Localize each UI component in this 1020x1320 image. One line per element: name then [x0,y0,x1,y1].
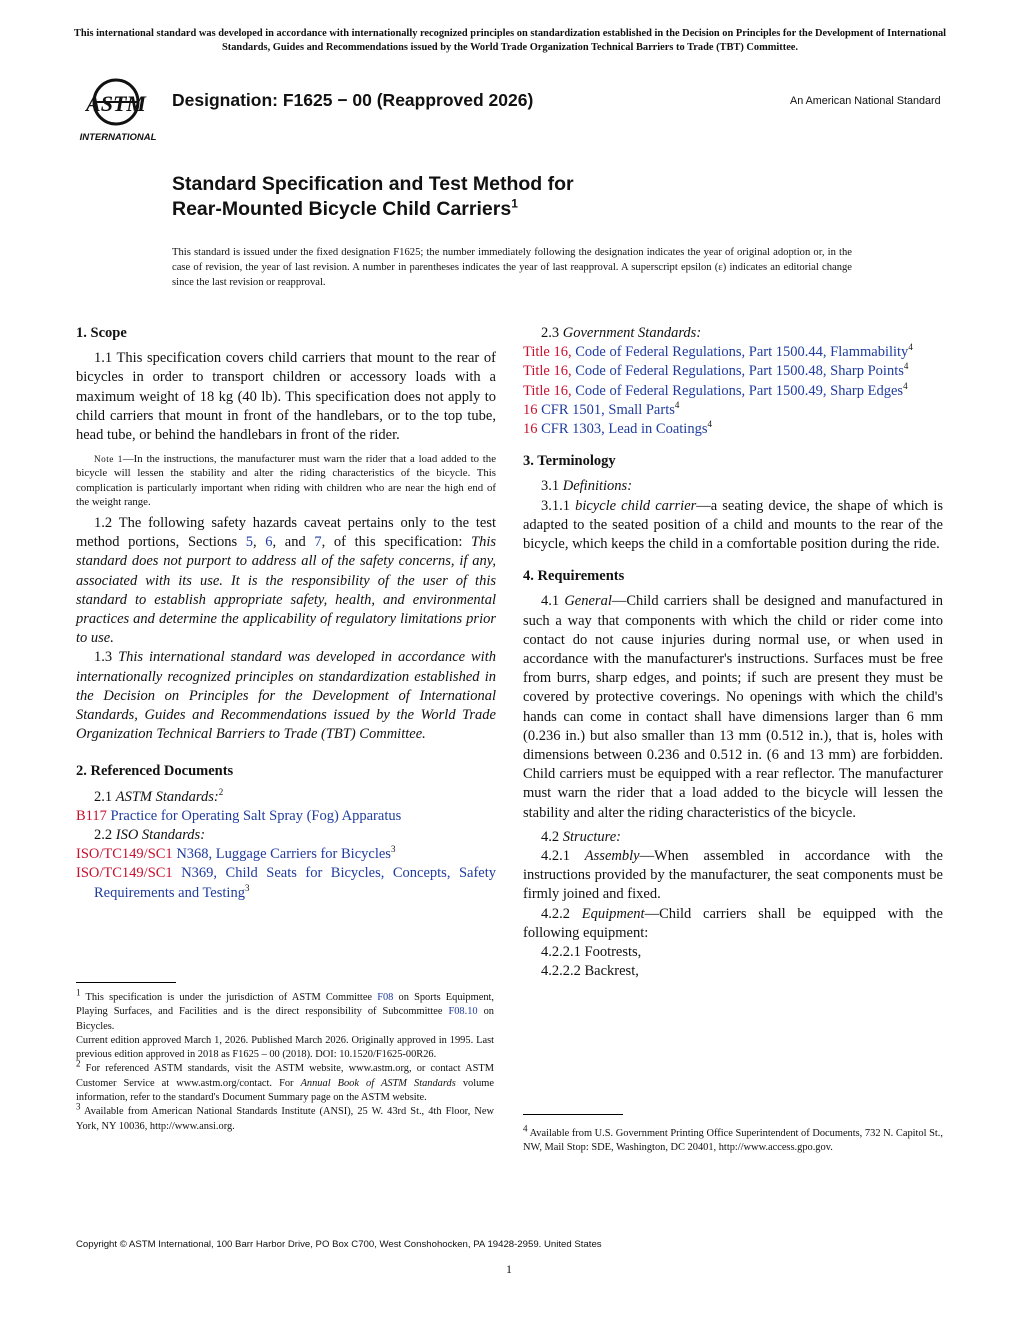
government-code-link[interactable]: 16 [523,401,538,418]
term-bicycle-child-carrier: bicycle child carrier [575,497,697,514]
government-title-link[interactable]: Code of Federal Regulations, Part 1500.44, Flammability [571,344,909,361]
iso-n368-code-link[interactable]: ISO/TC149/SC1 [76,846,173,863]
government-footnote-mark[interactable]: 4 [908,342,913,353]
document-title [172,172,574,222]
paragraph-1-2 [76,514,496,648]
section-link-6[interactable]: 6 [265,534,273,551]
fn2-italic: Annual Book of ASTM Standards [300,1077,456,1089]
footnotes-right [523,1123,943,1156]
p4-2-1-term: Assembly [584,848,640,865]
note-text: —In the instructions, the manufacturer must warn the rider that a load added to the bicycle will lessen the stability and alter the riding characteristics of the bicycle. This complication is particularly important when riding with children who are near the high end of the weight range. [76,453,497,508]
government-code-link[interactable]: 16 [523,421,538,438]
paragraph-4-2-2-2: 4.2.2.2 Backrest, [541,963,639,980]
p2-2-num: 2.2 [94,827,116,844]
paragraph-4-2-2-1: 4.2.2.1 Footrests, [541,944,642,961]
note-1 [76,452,496,509]
government-code-link[interactable]: Title 16, [523,344,572,361]
p4-2-1-text: —When assembled in accordance with the instructions provided by the manufacturer, the seat components must be firmly joined and fixed. [523,848,943,903]
p1-2-text: 1.2 The following safety hazards caveat pertains only to the test method portions, Sections [76,515,496,551]
section-link-5[interactable]: 5 [245,534,253,551]
logo-text: ASTM [86,91,146,116]
p2-1-sup[interactable]: 2 [218,786,224,797]
iso-n369-title-link[interactable]: N369, Child Seats for Bicycles, Concepts, Safety Requirements and Testing [94,865,496,901]
section-heading-terminology: 3. Terminology [523,453,616,470]
paragraph-4-2-2 [523,905,943,943]
p4-1-term: General [564,593,612,610]
reference-government-4 [523,401,943,420]
government-title-link[interactable]: Code of Federal Regulations, Part 1500.48, Sharp Points [571,363,904,380]
p1-3-text: This international standard was developed in accordance with internationally recognized principles on standardization established in the Decision on Principles for the Development of International Standards, Guides and Recommendations issued by the World Trade Organization Technical Barriers to Trade (TBT) Committee. [76,649,496,743]
right-column [523,324,943,982]
fn2-text-a: For referenced ASTM standards, visit the ASTM website, www.astm.org, or contact ASTM Customer Service at www.astm.org/contact. For [76,1063,494,1089]
fn3-text: Available from American National Standards Institute (ANSI), 25 W. 43rd St., 4th Floor, New York, NY 10036, http://www.ansi.org. [76,1106,494,1132]
copyright: Copyright © ASTM International, 100 Barr Harbor Drive, PO Box C700, West Conshohocken, PA 19428-2959. United States [76,1239,602,1250]
term-definition: —a seating device, the shape of which is adapted to the seated position of a child and mounts to the rear of the bicycle, which keeps the child in a comfortable position during the ride. [523,497,944,553]
government-title-link[interactable]: Code of Federal Regulations, Part 1500.49, Sharp Edges [571,382,904,399]
paragraph-4-2-1 [523,847,943,905]
astm-logo [74,74,164,144]
fn1-text-a: This specification is under the jurisdiction of ASTM Committee [80,992,378,1003]
safety-caveat: This standard does not purport to address all of the safety concerns, if any, associated with its use. It is the responsibility of the user of this standard to establish appropriate safety, health, and environmental practices and determine the applicability of regulatory limitations prior to use. [76,534,497,647]
government-title-link[interactable]: CFR 1303, Lead in Coatings [537,421,708,438]
footnote-divider-right [523,1114,623,1115]
reference-government-3 [523,382,943,401]
paragraph-4-2 [523,828,943,847]
section-heading-referenced-documents: 2. Referenced Documents [76,763,234,780]
p2-3-title: Government Standards: [562,325,702,341]
footnote-divider-left [76,982,176,983]
paragraph-3-1-1 [523,497,943,555]
fn1-mark: 1 [76,987,81,998]
iso-n368-sup[interactable]: 3 [390,844,396,855]
p3-1-title: Definitions: [562,478,633,495]
page-number: 1 [506,1262,512,1276]
reference-iso-n369 [76,864,496,902]
p2-2-title: ISO Standards: [115,827,206,844]
title-footnote-mark[interactable]: 1 [511,196,518,211]
footnote-3 [76,1101,494,1134]
designation: Designation: F1625 − 00 (Reapproved 2026) [172,90,534,110]
government-title-link[interactable]: CFR 1501, Small Parts [537,401,675,418]
fn2-mark: 2 [76,1059,81,1070]
p4-2-term: Structure: [562,828,622,845]
title-line-2 [172,197,574,222]
footnote-2 [76,1059,495,1105]
astm-logo-mark [74,74,164,144]
note-label: Note 1 [94,454,123,465]
p2-3-num: 2.3 [541,325,563,341]
government-footnote-mark[interactable]: 4 [903,361,909,372]
p3-1-num: 3.1 [541,478,563,495]
government-code-link[interactable]: Title 16, [523,382,572,399]
reference-government-1 [523,343,943,362]
fn4-mark: 4 [523,1123,528,1134]
p4-2-num: 4.2 [541,828,563,845]
p2-1-num: 2.1 [94,788,116,805]
footnote-1 [76,987,494,1034]
footnote-1-edition: Current edition approved March 1, 2026. Published March 2026. Originally approved in 1995. Last previous edition approved in 2018 as F1625 – 00 (2018). DOI: 10.1520/F1625-00R26. [76,1034,494,1061]
top-notice: This international standard was developed in accordance with internationally recognized principles on standardization established in the Decision on Principles for the Development of International Standards, Guides and Recommendations issued by the World Trade Organization Technical Barriers to Trade (TBT) Committee. [73,28,947,53]
reference-iso-n368 [76,845,496,864]
p4-2-2-num: 4.2.2 [541,905,582,922]
government-code-link[interactable]: Title 16, [523,363,572,380]
p4-2-2-text: —Child carriers shall be equipped with the following equipment: [523,905,943,941]
p4-1-text: —Child carriers shall be designed and manufactured in such a way that components with which the child or rider come into contact do not cause injuries during normal use, or when used in accordance with the manufacturer's instructions. Surfaces must be free from burrs, sharp edges, and points; if such are present they must be covered by protective coverings. No openings with which the child's hands can come in contact shall have dimensions larger than 6 mm (0.236 in.) but also smaller than 13 mm (0.512 in.), that is, holes with dimensions between 0.236 and 0.512 in. (6 and 13 mm) are forbidden. Child carriers must be equipped with a rear reflector. The manufacturer must warn the rider that a load added to the bicycle will lessen the stability and alter the riding characteristics of the bicycle. [523,593,943,821]
paragraph-1-3 [76,648,496,744]
reference-government-2 [523,362,943,381]
section-heading-scope: 1. Scope [76,325,127,341]
p3-1-1-num: 3.1.1 [541,497,576,514]
footnotes-left [76,987,495,1134]
title-line-2-text: Rear-Mounted Bicycle Child Carriers [172,198,512,220]
b117-link[interactable]: B117 [76,807,107,824]
p1-2-text-b: , of this specification: [321,534,472,551]
fn2-text-b: volume information, refer to the standard's Document Summary page on the ASTM website. [76,1077,495,1104]
left-column [76,324,496,903]
paragraph-4-1 [523,592,943,822]
p4-1-num: 4.1 [541,593,565,610]
p1-2-and: , and [272,534,315,551]
iso-n369-code-link[interactable]: ISO/TC149/SC1 [76,865,173,882]
footnote-4 [523,1123,943,1156]
government-standards-list [523,343,943,439]
section-link-7[interactable]: 7 [314,534,322,551]
iso-n368-title-link[interactable]: N368, Luggage Carriers for Bicycles [172,846,391,863]
paragraph-2-2 [76,826,496,845]
b117-title-link[interactable]: Practice for Operating Salt Spray (Fog) Apparatus [106,807,402,824]
p4-2-1-num: 4.2.1 [541,848,585,865]
government-footnote-mark[interactable]: 4 [707,419,712,430]
p1-3-num: 1.3 [94,649,119,666]
p1-2-sep: , [252,534,266,551]
iso-n369-sup[interactable]: 3 [244,882,250,893]
p4-2-2-term: Equipment [581,905,645,922]
reference-b117 [76,807,496,826]
national-standard-label: An American National Standard [790,95,941,107]
title-line-1: Standard Specification and Test Method for [172,173,574,195]
paragraph-3-1 [523,477,943,496]
paragraph-2-3 [523,324,943,343]
designation-explanation: This standard is issued under the fixed designation F1625; the number immediately following the designation indicates the year of original adoption or, in the case of revision, the year of last revision. A number in parentheses indicates the year of last reapproval. A superscript epsilon (ε) indicates an editorial change since the last revision or reapproval. [172,247,852,288]
government-footnote-mark[interactable]: 4 [903,380,908,391]
fn4-text: Available from U.S. Government Printing Office Superintendent of Documents, 732 N. Capitol St., NW, Mail Stop: SDE, Washington, DC 20401, http://www.access.gpo.gov. [523,1128,943,1154]
p2-1-title: ASTM Standards: [115,788,219,805]
fn1-text-b: on Sports Equipment, Playing Surfaces, and Facilities and is the direct responsibility of Subcommittee [76,992,494,1018]
fn1-text-c: on Bicycles. [76,1006,494,1032]
government-footnote-mark[interactable]: 4 [674,399,680,410]
subcommittee-f08-10-link[interactable]: F08.10 [448,1006,478,1018]
committee-f08-link[interactable]: F08 [377,992,394,1003]
section-heading-requirements: 4. Requirements [523,568,625,585]
reference-government-5 [523,420,943,439]
fn3-mark: 3 [76,1101,81,1112]
paragraph-2-1 [76,788,496,807]
logo-subtext: INTERNATIONAL [79,132,157,143]
paragraph-1-1: 1.1 This specification covers child carriers that mount to the rear of bicycles in order to transport children or accessory loads with a maximum weight of 18 kg (40 lb). This specification does not apply to child carriers that mount in front of the handlebars, or to the top tube, head tube, or behind the handlebars in front of the rider. [76,350,496,444]
